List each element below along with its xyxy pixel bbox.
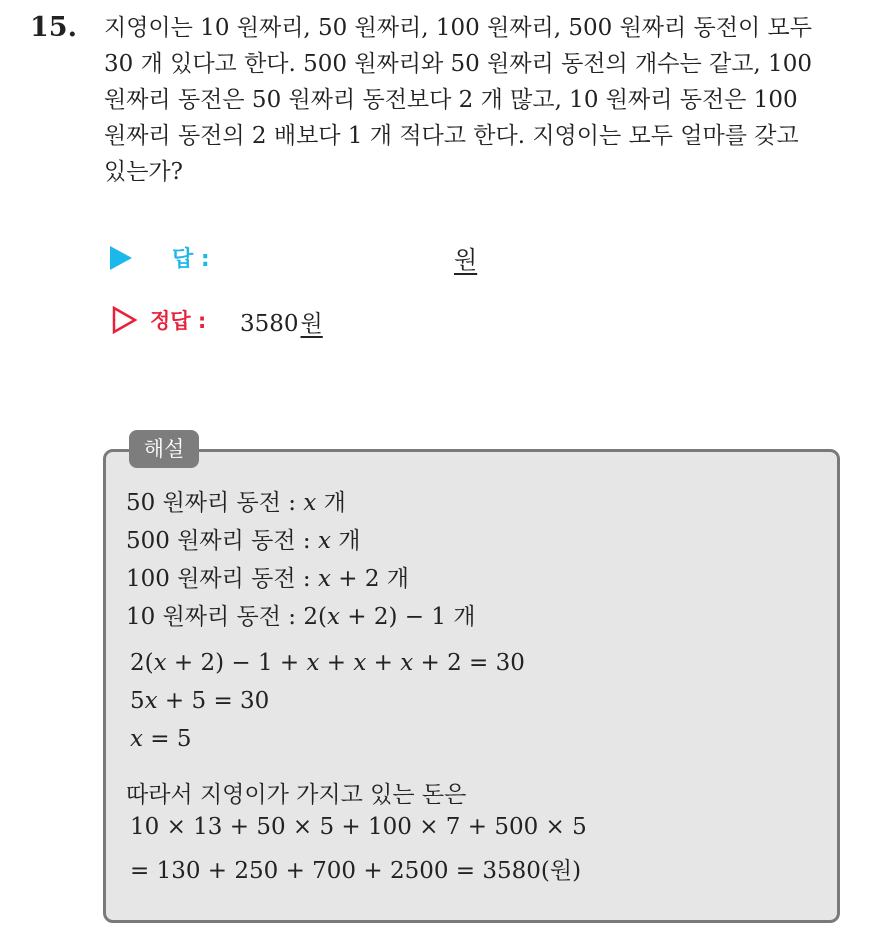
- outline-triangle-icon: [112, 306, 138, 334]
- filled-triangle-icon: [110, 246, 132, 270]
- solution-equation: 10 × 13 + 50 × 5 + 100 × 7 + 500 × 5: [130, 814, 587, 840]
- question-line: 30 개 있다고 한다. 500 원짜리와 50 원짜리 동전의 개수는 같고, 100: [104, 51, 812, 77]
- question-line: 원짜리 동전의 2 배보다 1 개 적다고 한다. 지영이는 모두 얼마를 갖고: [104, 123, 799, 149]
- question-number: 15.: [30, 12, 77, 43]
- correct-answer-row: [112, 303, 712, 339]
- solution-equation: = 130 + 250 + 700 + 2500 = 3580(원): [130, 858, 582, 884]
- answer-unit: 원: [454, 246, 478, 274]
- answer-row: [110, 240, 710, 276]
- solution-line: 50 원짜리 동전 : 𝑥 개: [126, 490, 346, 516]
- answer-label: 답 :: [172, 247, 210, 272]
- solution-line: 10 원짜리 동전 : 2(𝑥 + 2) − 1 개: [126, 604, 476, 630]
- correct-answer-value: [240, 305, 323, 338]
- correct-answer-unit: 원: [300, 311, 323, 337]
- correct-answer-label: 정답 :: [150, 309, 207, 333]
- solution-equation: 5𝑥 + 5 = 30: [130, 688, 270, 714]
- solution-equation: 𝑥 = 5: [130, 726, 192, 752]
- question-text: [104, 10, 874, 190]
- solution-equation: 2(𝑥 + 2) − 1 + 𝑥 + 𝑥 + 𝑥 + 2 = 30: [130, 650, 525, 676]
- question-line: 지영이는 10 원짜리, 50 원짜리, 100 원짜리, 500 원짜리 동전이 모두: [104, 15, 812, 41]
- solution-line: 따라서 지영이가 가지고 있는 돈은: [126, 782, 467, 808]
- solution-line: 500 원짜리 동전 : 𝑥 개: [126, 528, 361, 554]
- solution-line: 100 원짜리 동전 : 𝑥 + 2 개: [126, 566, 410, 592]
- solution-tag: 해설: [129, 430, 199, 468]
- correct-answer-number: 3580: [240, 311, 299, 337]
- question-line: 있는가?: [104, 159, 183, 185]
- question-line: 원짜리 동전은 50 원짜리 동전보다 2 개 많고, 10 원짜리 동전은 100: [104, 87, 798, 113]
